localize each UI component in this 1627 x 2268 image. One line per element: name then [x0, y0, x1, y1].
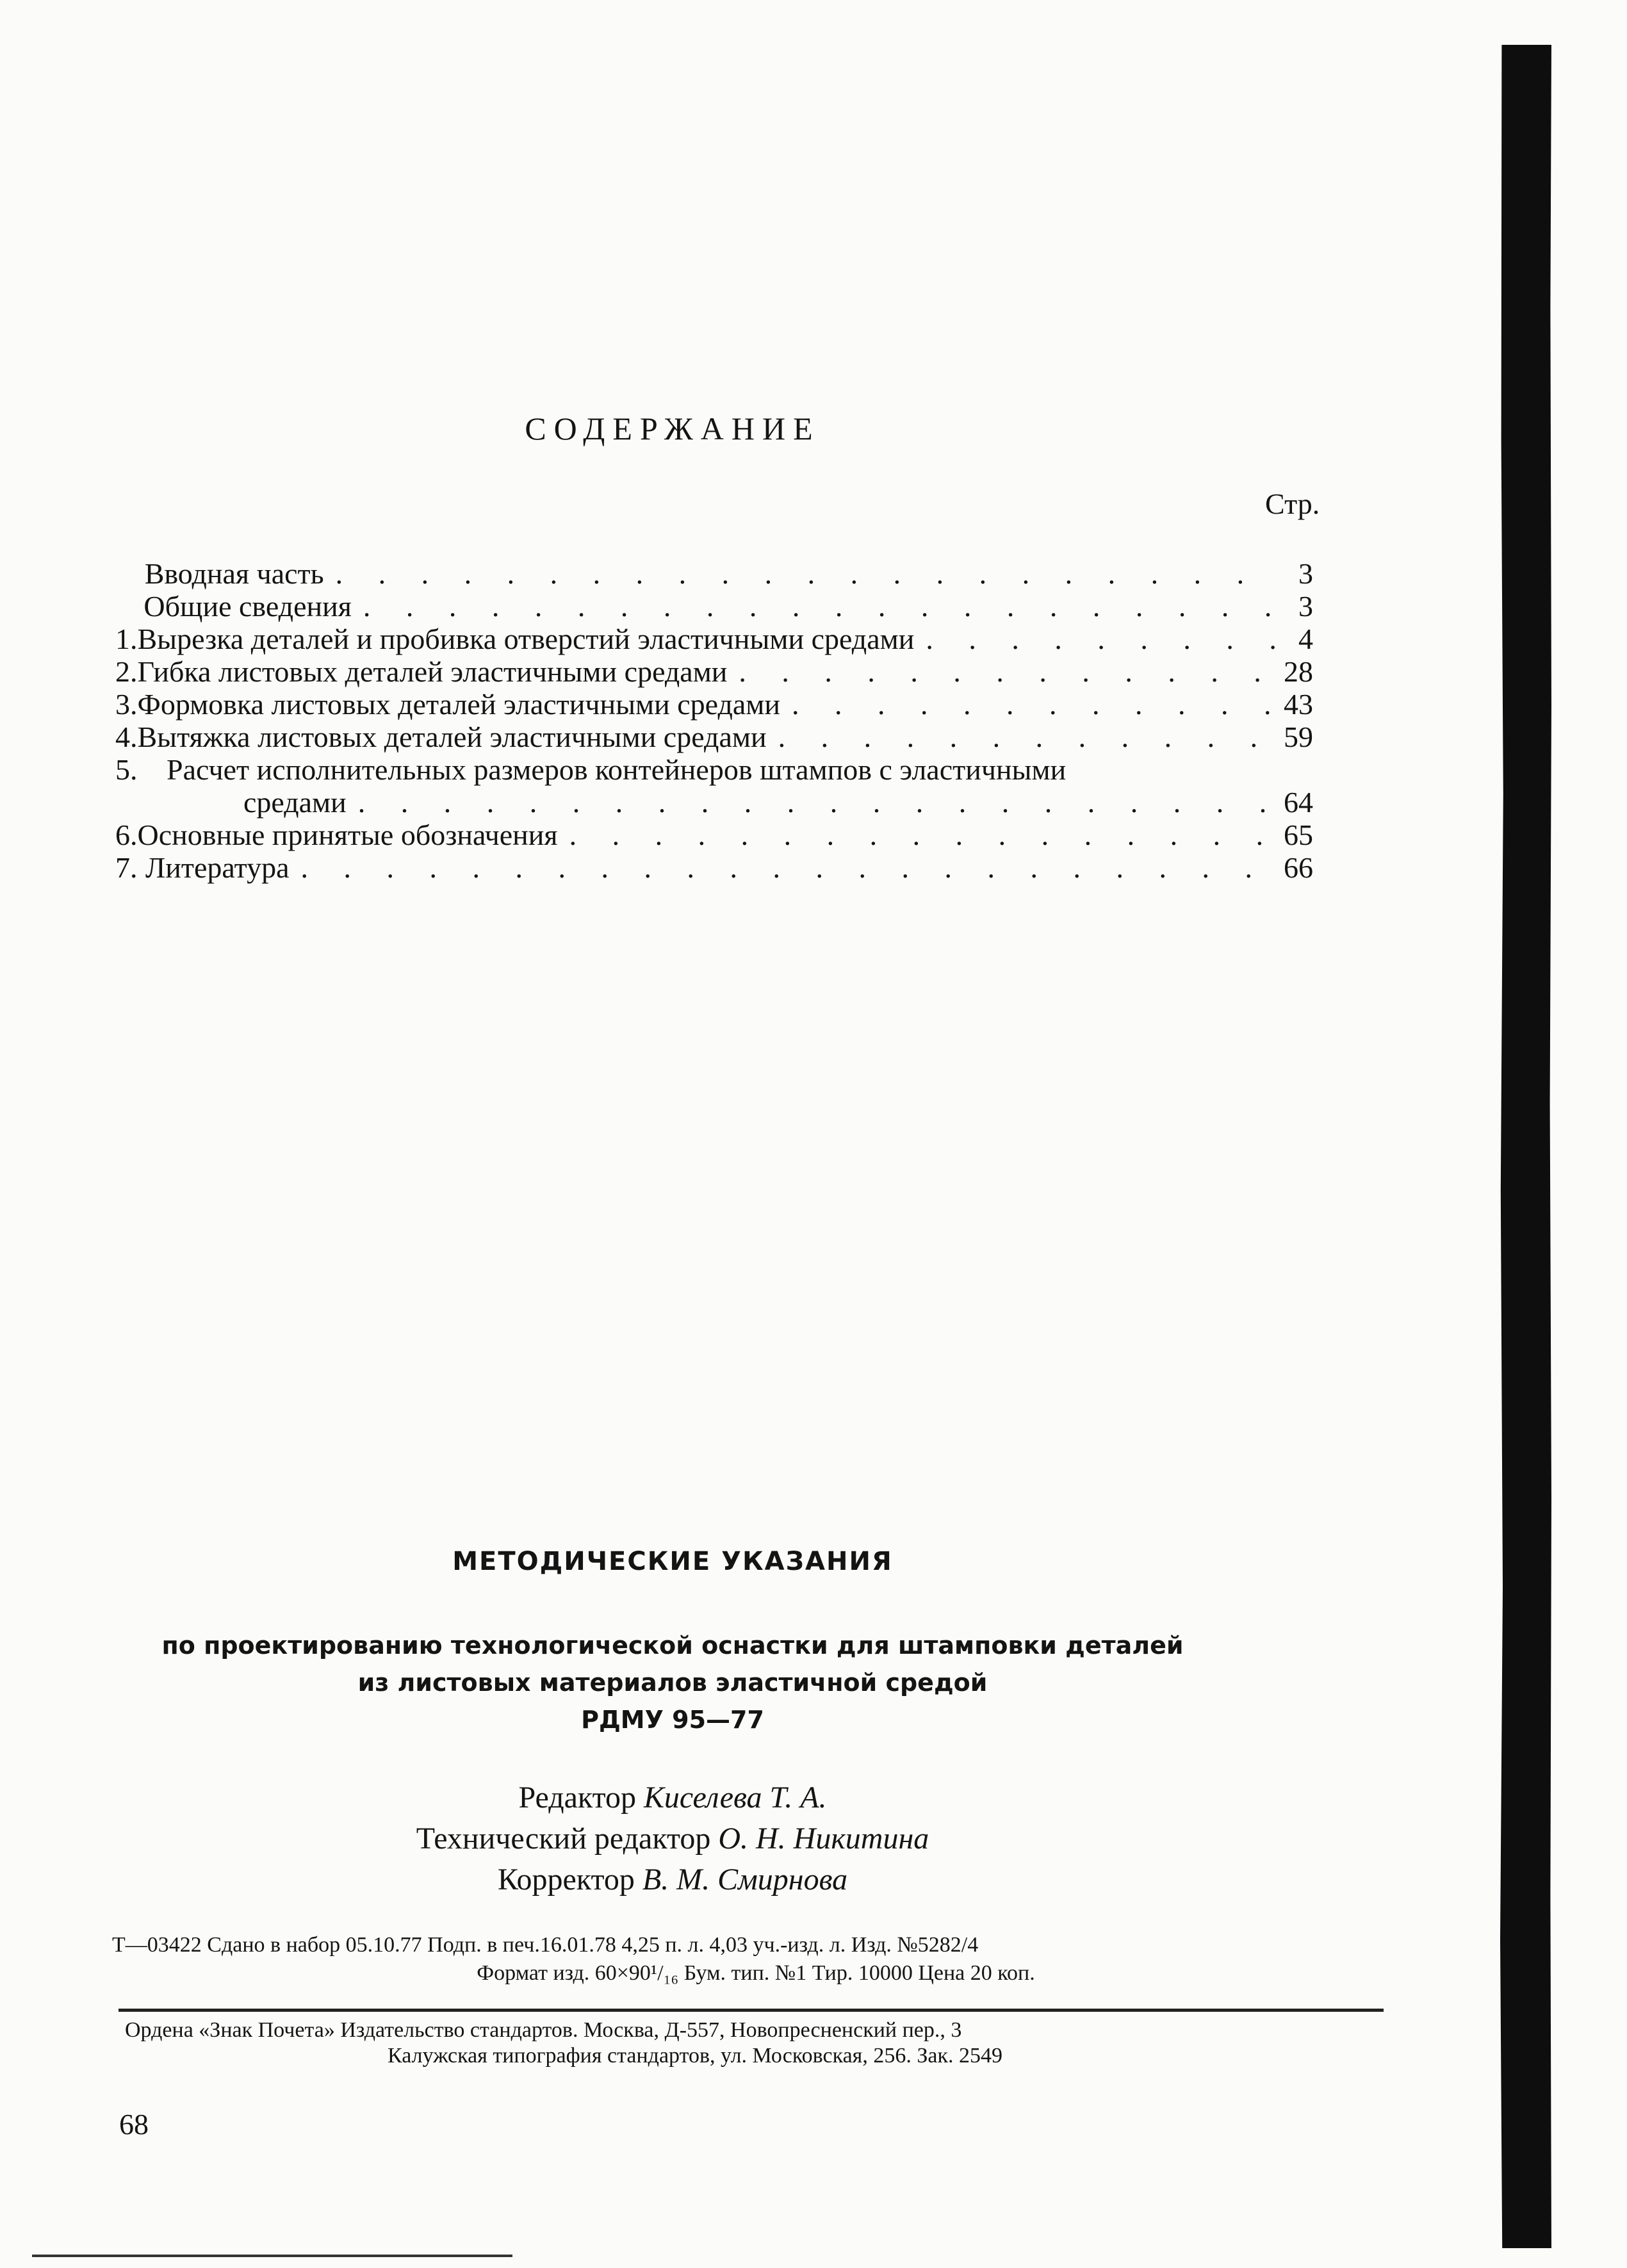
corrector-label: Корректор — [497, 1863, 635, 1897]
page-number: 68 — [119, 2108, 149, 2141]
toc-entry-title: Вытяжка листовых деталей эластичными средами — [137, 721, 767, 753]
toc-page-header: Стр. — [1265, 487, 1320, 520]
toc-entry-page: 59 — [1284, 721, 1313, 753]
toc-entry-number: 6. — [115, 819, 138, 851]
editor-name: Киселева Т. А. — [643, 1781, 827, 1815]
toc-entry — [96, 786, 1313, 819]
toc-entry — [96, 819, 1313, 851]
toc-entry — [96, 688, 1313, 721]
toc-entry-title: Расчет исполнительных размеров контейнеров штампов с эластичными — [167, 753, 1067, 786]
toc-entry-number: 2. — [115, 655, 138, 688]
toc-entry — [96, 557, 1313, 590]
printer-line: Калужская типография стандартов, ул. Московская, 256. Зак. 2549 — [388, 2044, 1002, 2068]
toc-entry-title: Общие сведения — [143, 590, 352, 623]
toc-entry — [96, 655, 1313, 688]
toc-leader-dots — [926, 623, 1287, 655]
toc-leader-dots — [792, 688, 1272, 721]
subtitle-line: по проектированию технологической оснастки для штамповки деталей — [161, 1631, 1184, 1660]
toc-entry — [96, 753, 1313, 786]
toc-entry-title: Гибка листовых деталей эластичными средами — [137, 655, 728, 688]
corrector-credit — [0, 1859, 1345, 1900]
toc-entry-title: Литература — [145, 851, 290, 884]
editor-label: Редактор — [518, 1781, 636, 1815]
toc-entry-title: Вводная часть — [144, 557, 324, 590]
imprint-heading: МЕТОДИЧЕСКИЕ УКАЗАНИЯ — [452, 1547, 893, 1576]
toc-leader-dots — [336, 557, 1280, 590]
editor-credit — [0, 1777, 1345, 1818]
divider — [119, 2009, 1384, 2012]
publication-line: Формат изд. 60×90¹/₁₆ Бум. тип. №1 Тир. 10000 Цена 20 коп. — [477, 1961, 1035, 1985]
toc-title: СОДЕРЖАНИЕ — [525, 411, 821, 446]
toc-entry — [96, 590, 1313, 623]
toc-leader-dots — [569, 819, 1272, 851]
toc-entry — [96, 623, 1313, 655]
toc-entry-title: Вырезка деталей и пробивка отверстий эластичными средами — [137, 623, 915, 655]
imprint-subtitle — [0, 1627, 1345, 1738]
toc-entry-number: 3. — [115, 688, 138, 721]
toc-entry-page: 3 — [1298, 557, 1313, 590]
printer-line: Ордена «Знак Почета» Издательство стандартов. Москва, Д-557, Новопресненский пер., 3 — [125, 2018, 962, 2042]
scan-edge-shadow — [1500, 45, 1551, 2248]
toc-entry-number: 4. — [115, 721, 138, 753]
toc-entry-page: 3 — [1298, 590, 1313, 623]
toc-entry — [96, 851, 1313, 884]
toc-entry-number: 1. — [115, 623, 138, 655]
toc-entry-page: 66 — [1284, 851, 1313, 884]
toc-leader-dots — [778, 721, 1272, 753]
toc-leader-dots — [739, 655, 1272, 688]
tech-editor-label: Технический редактор — [416, 1822, 711, 1856]
toc-entry-number: 5. — [115, 753, 138, 786]
toc-entry-title: Формовка листовых деталей эластичными средами — [137, 688, 781, 721]
toc-entry — [96, 721, 1313, 753]
toc-entry-title: Основные принятые обозначения — [137, 819, 558, 851]
tech-editor-credit — [0, 1818, 1345, 1859]
toc-leader-dots — [363, 590, 1280, 623]
subtitle-line: из листовых материалов эластичной средой — [357, 1668, 988, 1697]
toc-entry-page: 43 — [1284, 688, 1313, 721]
toc-entry-page: 65 — [1284, 819, 1313, 851]
toc-entry-page: 28 — [1284, 655, 1313, 688]
toc-leader-dots — [358, 786, 1272, 819]
tech-editor-name: О. Н. Никитина — [718, 1822, 929, 1856]
scan-bottom-line — [32, 2255, 512, 2257]
document-code: РДМУ 95—77 — [581, 1706, 764, 1734]
toc-entry-title: средами — [243, 786, 347, 819]
publication-info — [112, 1931, 1361, 1987]
publication-line: Т—03422 Сдано в набор 05.10.77 Подп. в печ.16.01.78 4,25 п. л. 4,03 уч.-изд. л. Изд. №5282/4 — [112, 1933, 979, 1957]
table-of-contents — [96, 557, 1313, 884]
printer-info — [125, 2018, 1393, 2069]
toc-entry-page: 4 — [1298, 623, 1313, 655]
toc-leader-dots — [301, 851, 1272, 884]
corrector-name: В. М. Смирнова — [642, 1863, 848, 1897]
toc-entry-page: 64 — [1284, 786, 1313, 819]
credits — [0, 1777, 1345, 1900]
toc-entry-number: 7. — [115, 851, 138, 884]
